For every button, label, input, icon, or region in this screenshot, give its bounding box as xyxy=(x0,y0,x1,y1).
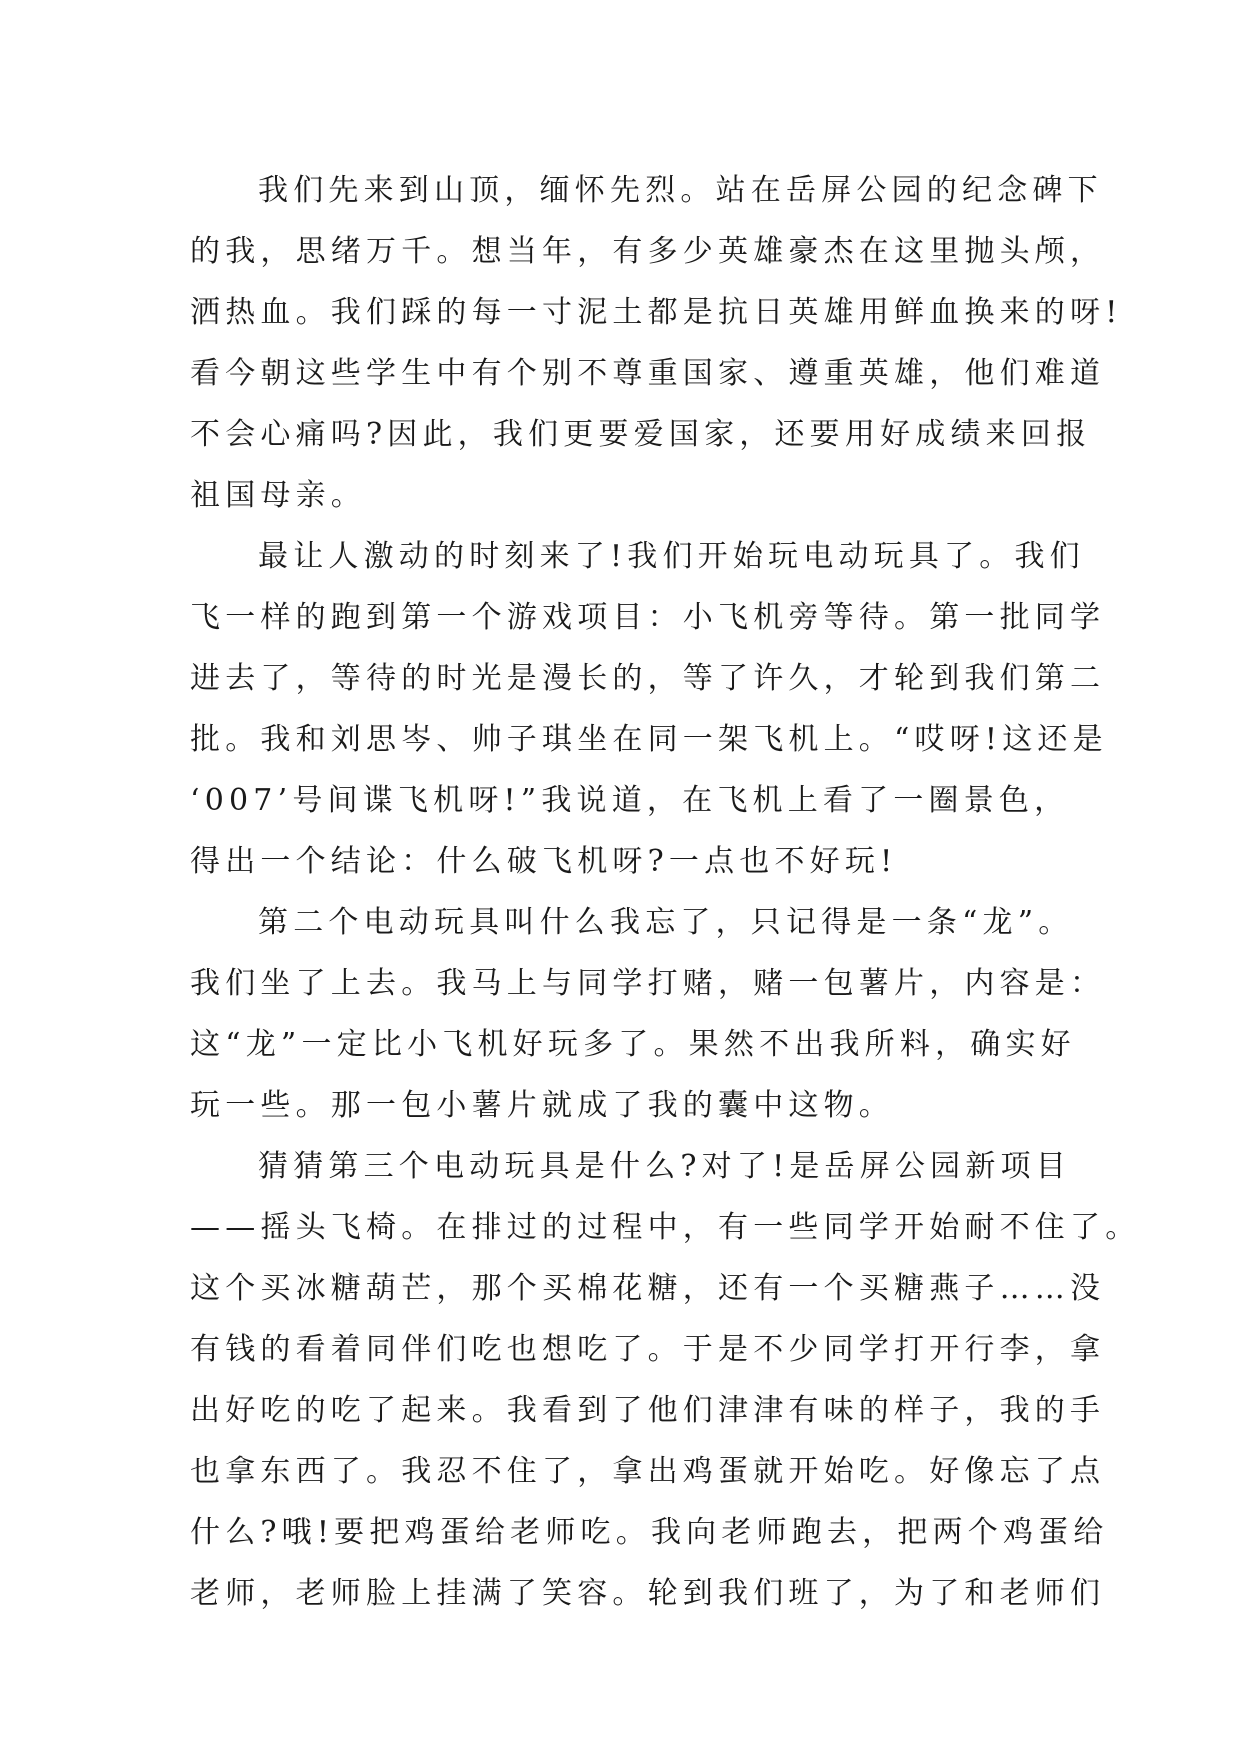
text-line: 我们坐了上去。我马上与同学打赌，赌一包薯片，内容是： xyxy=(190,966,1106,1001)
text-line: 飞一样的跑到第一个游戏项目：小飞机旁等待。第一批同学 xyxy=(190,600,1106,635)
text-line: 猜猜第三个电动玩具是什么?对了!是岳屏公园新项目 xyxy=(258,1149,1071,1184)
text-line: 洒热血。我们踩的每一寸泥土都是抗日英雄用鲜血换来的呀! xyxy=(190,295,1123,330)
text-line: 出好吃的吃了起来。我看到了他们津津有味的样子，我的手 xyxy=(190,1393,1106,1428)
text-line: 这个买冰糖葫芒，那个买棉花糖，还有一个买糖燕子……没 xyxy=(190,1271,1106,1306)
text-line: 的我，思绪万千。想当年，有多少英雄豪杰在这里抛头颅， xyxy=(190,234,1106,269)
text-line: 祖国母亲。 xyxy=(190,478,366,513)
text-line: 我们先来到山顶，缅怀先烈。站在岳屏公园的纪念碑下 xyxy=(258,173,1103,208)
body-text xyxy=(190,160,1141,1624)
text-line: 第二个电动玩具叫什么我忘了，只记得是一条“龙”。 xyxy=(258,905,1074,940)
text-line: 什么?哦!要把鸡蛋给老师吃。我向老师跑去，把两个鸡蛋给 xyxy=(190,1515,1109,1550)
text-line: 进去了，等待的时光是漫长的，等了许久，才轮到我们第二 xyxy=(190,661,1106,696)
text-line: 得出一个结论：什么破飞机呀?一点也不好玩! xyxy=(190,844,898,879)
text-line: 玩一些。那一包小薯片就成了我的囊中这物。 xyxy=(190,1088,894,1123)
text-line: 不会心痛吗?因此，我们更要爱国家，还要用好成绩来回报 xyxy=(190,417,1092,452)
text-line: ——摇头飞椅。在排过的过程中，有一些同学开始耐不住了。 xyxy=(190,1210,1141,1245)
text-line: ‘007’号间谍飞机呀!”我说道，在飞机上看了一圈景色， xyxy=(190,783,1070,818)
text-line: 看今朝这些学生中有个别不尊重国家、遵重英雄，他们难道 xyxy=(190,356,1106,391)
text-line: 也拿东西了。我忍不住了，拿出鸡蛋就开始吃。好像忘了点 xyxy=(190,1454,1106,1489)
text-line: 有钱的看着同伴们吃也想吃了。于是不少同学打开行李，拿 xyxy=(190,1332,1106,1367)
text-line: 最让人激动的时刻来了!我们开始玩电动玩具了。我们 xyxy=(258,539,1085,574)
text-line: 批。我和刘思岑、帅子琪坐在同一架飞机上。“哎呀!这还是 xyxy=(190,722,1108,757)
text-line: 这“龙”一定比小飞机好玩多了。果然不出我所料，确实好 xyxy=(190,1027,1076,1062)
text-line: 老师，老师脸上挂满了笑容。轮到我们班了，为了和老师们 xyxy=(190,1576,1106,1611)
